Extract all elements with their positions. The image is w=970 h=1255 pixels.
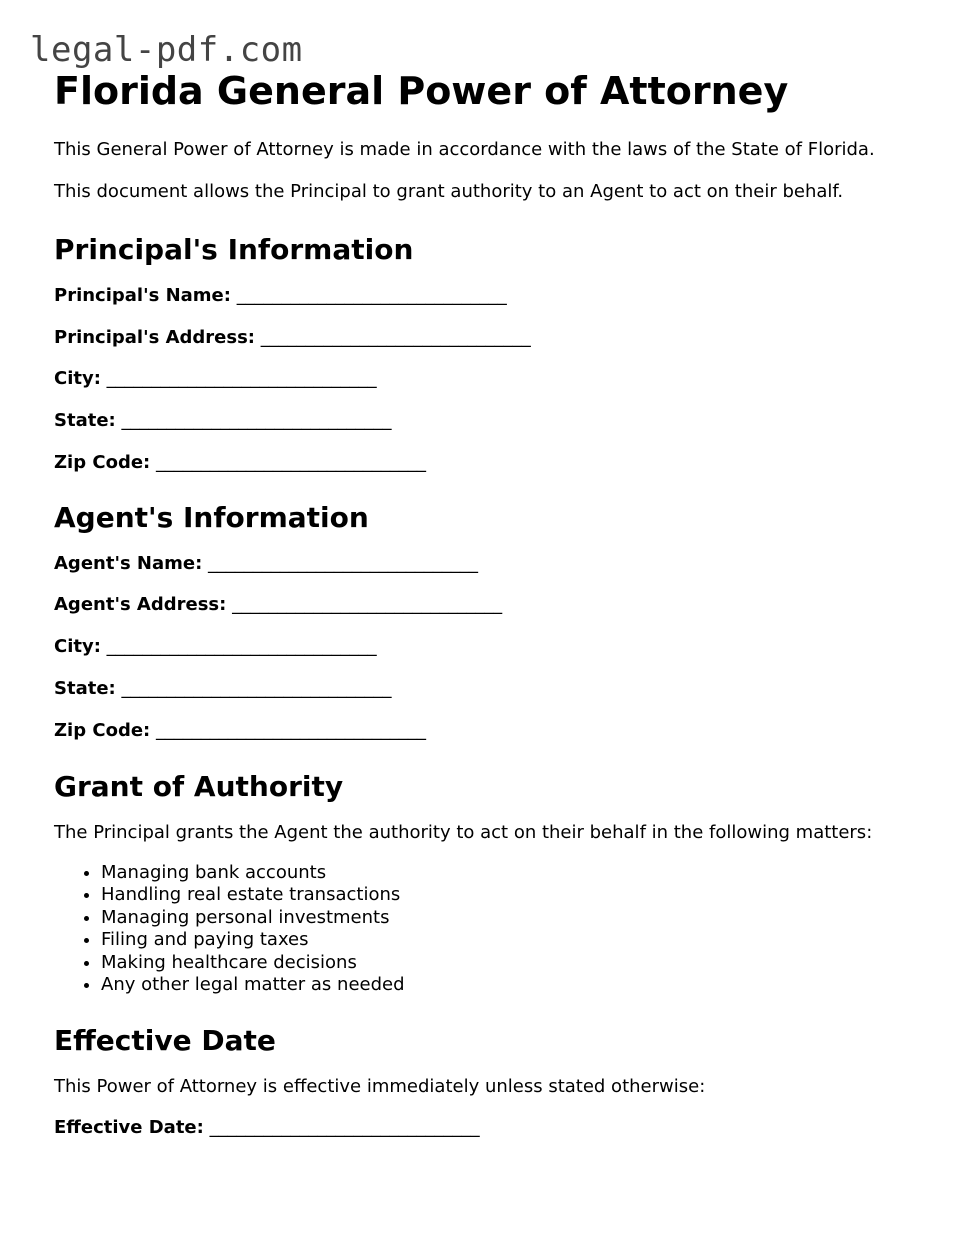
watermark: legal-pdf.com: [30, 30, 303, 70]
list-item: • Any other legal matter as needed: [101, 974, 934, 997]
field-blank[interactable]: ______________________________: [209, 1117, 480, 1139]
principal-state-field[interactable]: [54, 410, 934, 432]
field-label: State:: [54, 410, 116, 432]
field-blank[interactable]: ______________________________: [236, 285, 507, 306]
principal-address-field[interactable]: [54, 327, 934, 349]
field-label: City:: [54, 636, 101, 658]
field-blank[interactable]: ______________________________: [232, 594, 503, 616]
list-item: • Managing personal investments: [101, 907, 934, 930]
field-label: Effective Date:: [54, 1117, 204, 1139]
agent-section-heading: Agent's Information: [54, 500, 369, 534]
principal-fields: [54, 285, 934, 474]
principal-zip-field[interactable]: [54, 452, 934, 474]
agent-fields: [54, 553, 934, 742]
agent-state-field[interactable]: [54, 678, 934, 700]
field-blank[interactable]: ______________________________: [155, 451, 426, 473]
field-blank[interactable]: ______________________________: [106, 636, 377, 658]
agent-city-field[interactable]: [54, 636, 934, 658]
field-label: City:: [54, 368, 101, 390]
field-label: State:: [54, 677, 116, 699]
field-blank[interactable]: ______________________________: [121, 677, 392, 699]
document-title: Florida General Power of Attorney: [54, 69, 789, 113]
agent-zip-field[interactable]: [54, 720, 934, 742]
list-item: • Handling real estate transactions: [101, 884, 934, 907]
document-page: [54, 68, 934, 1139]
intro-paragraph: This document allows the Principal to grant authority to an Agent to act on their behalf.: [54, 181, 844, 202]
principal-city-field[interactable]: [54, 368, 934, 390]
authority-list: [54, 862, 934, 998]
field-label: Principal's Address:: [54, 326, 255, 348]
intro-paragraph: This General Power of Attorney is made in accordance with the laws of the State of Florida.: [54, 139, 875, 160]
agent-address-field[interactable]: [54, 594, 934, 616]
agent-name-field[interactable]: [54, 553, 934, 575]
field-label: Agent's Address:: [54, 594, 227, 616]
field-blank[interactable]: ______________________________: [208, 552, 479, 574]
list-item: • Filing and paying taxes: [101, 929, 934, 952]
field-blank[interactable]: ______________________________: [106, 368, 377, 390]
list-item: • Managing bank accounts: [101, 862, 934, 885]
field-blank[interactable]: ______________________________: [260, 326, 531, 348]
effective-date-field[interactable]: [54, 1117, 934, 1139]
grant-intro-text: The Principal grants the Agent the authority to act on their behalf in the following matters:: [54, 821, 873, 843]
principal-name-field[interactable]: [54, 285, 934, 307]
principal-section-heading: Principal's Information: [54, 233, 414, 266]
effective-date-intro-text: This Power of Attorney is effective immediately unless stated otherwise:: [54, 1076, 706, 1098]
field-blank[interactable]: ______________________________: [155, 719, 426, 741]
field-blank[interactable]: ______________________________: [121, 410, 392, 432]
list-item: • Making healthcare decisions: [101, 952, 934, 975]
field-label: Zip Code:: [54, 451, 151, 473]
field-label: Agent's Name:: [54, 552, 203, 574]
grant-section-heading: Grant of Authority: [54, 769, 344, 803]
field-label: Principal's Name:: [54, 285, 231, 306]
field-label: Zip Code:: [54, 719, 151, 741]
effective-date-section-heading: Effective Date: [54, 1024, 276, 1058]
